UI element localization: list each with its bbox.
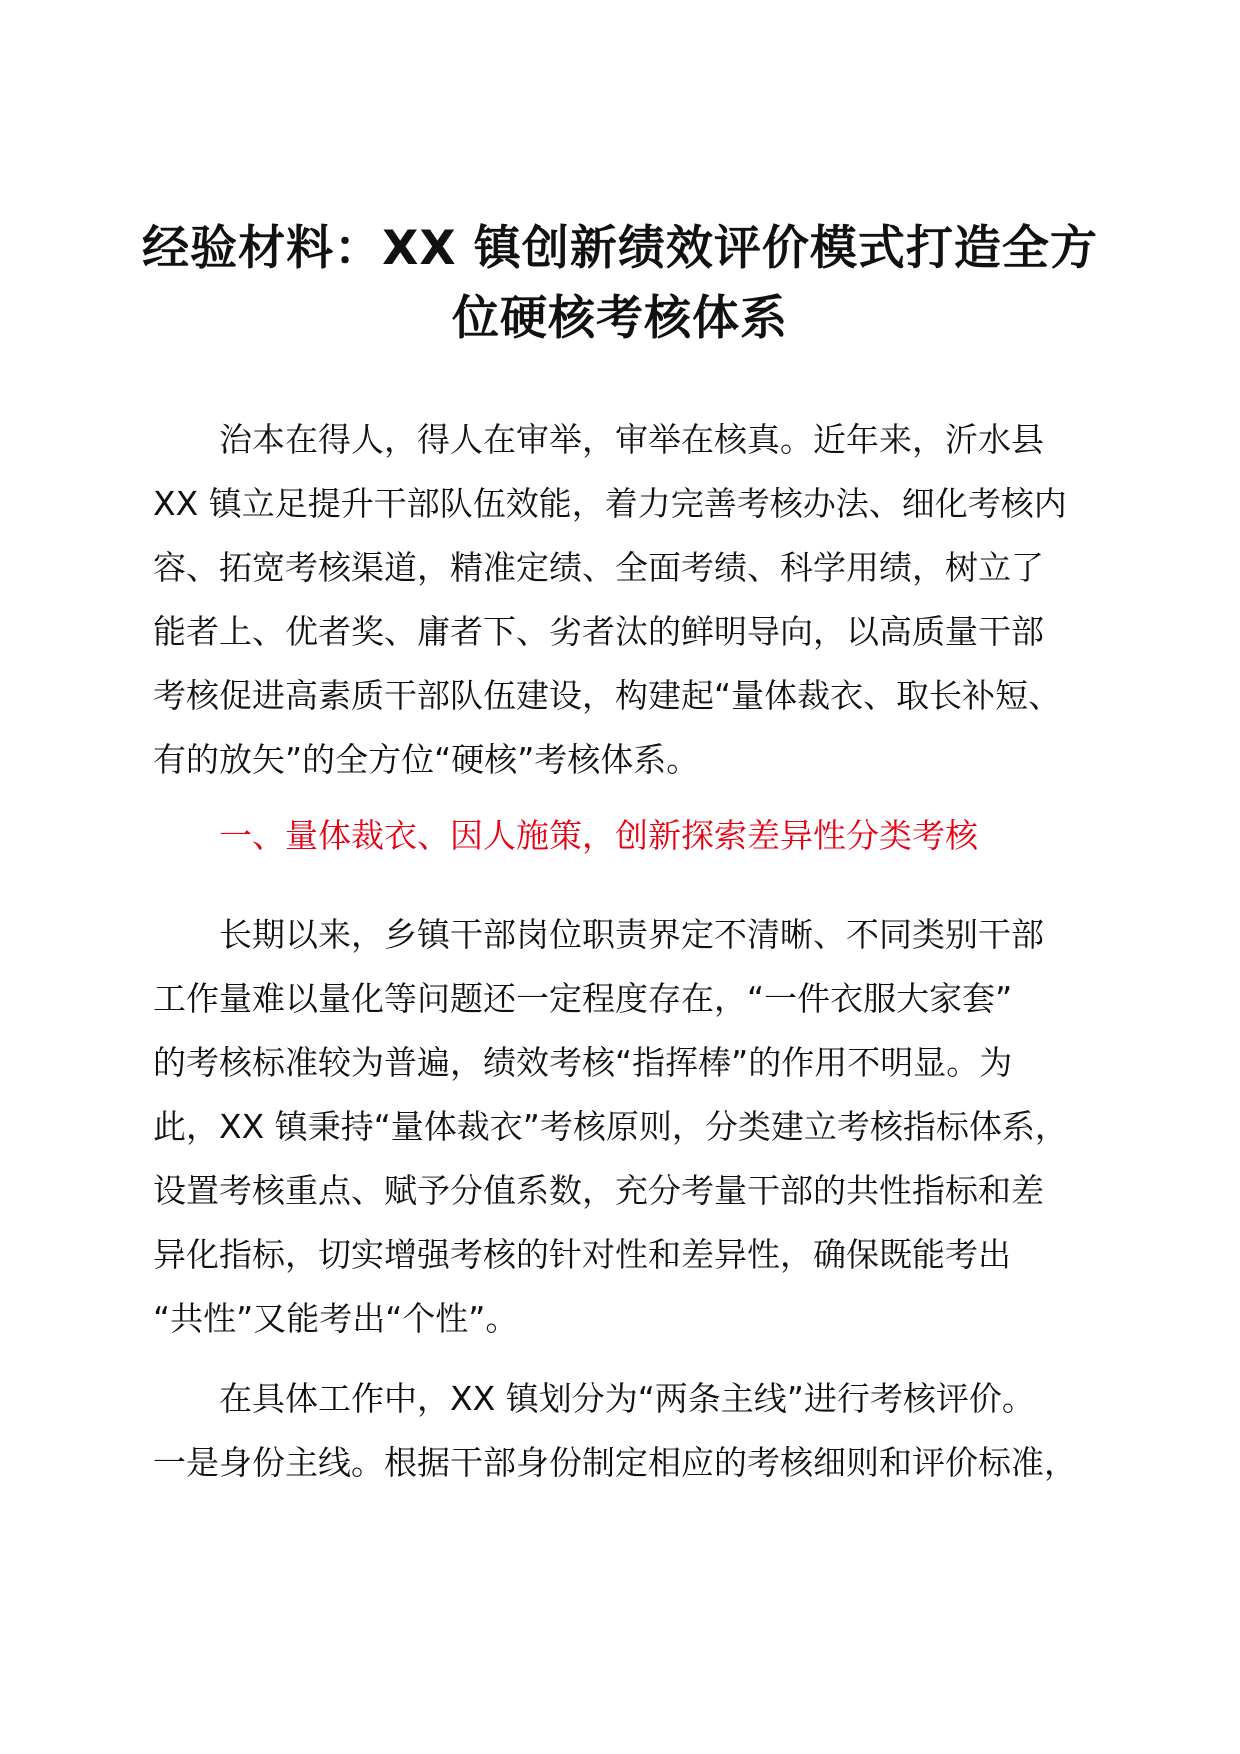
paragraph-line: 治本在得人，得人在审举，审举在核真。近年来，沂水县	[219, 420, 1044, 459]
paragraph-line: 设置考核重点、赋予分值系数，充分考量干部的共性指标和差	[153, 1171, 1044, 1210]
paragraph-line: 此，XX 镇秉持“量体裁衣”考核原则，分类建立考核指标体系，	[153, 1107, 1068, 1146]
paragraph-line: 一是身份主线。根据干部身份制定相应的考核细则和评价标准，	[153, 1443, 1077, 1482]
paragraph-line: 工作量难以量化等问题还一定程度存在，“一件衣服大家套”	[153, 979, 1013, 1018]
paragraph-line: XX 镇立足提升干部队伍效能，着力完善考核办法、细化考核内	[153, 484, 1067, 523]
section1-paragraph-2	[153, 1367, 1133, 1495]
document-title-line-1: 经验材料：XX 镇创新绩效评价模式打造全方	[142, 221, 1098, 276]
section1-paragraph-1	[153, 903, 1133, 1351]
document-title-line-2: 位硬核考核体系	[452, 291, 788, 346]
paragraph-line: 异化指标，切实增强考核的针对性和差异性，确保既能考出	[153, 1235, 1011, 1274]
section-heading-1: 一、量体裁衣、因人施策，创新探索差异性分类考核	[219, 816, 978, 855]
paragraph-line: 的考核标准较为普遍，绩效考核“指挥棒”的作用不明显。为	[153, 1043, 1013, 1082]
paragraph-line: “共性”又能考出“个性”。	[153, 1299, 519, 1338]
intro-paragraph	[153, 408, 1133, 792]
paragraph-line: 有的放矢”的全方位“硬核”考核体系。	[153, 740, 700, 779]
paragraph-line: 容、拓宽考核渠道，精准定绩、全面考绩、科学用绩，树立了	[153, 548, 1044, 587]
paragraph-line: 长期以来，乡镇干部岗位职责界定不清晰、不同类别干部	[219, 915, 1044, 954]
paragraph-line: 在具体工作中，XX 镇划分为“两条主线”进行考核评价。	[219, 1379, 1035, 1418]
paragraph-line: 能者上、优者奖、庸者下、劣者汰的鲜明导向，以高质量干部	[153, 612, 1044, 651]
paragraph-line: 考核促进高素质干部队伍建设，构建起“量体裁衣、取长补短、	[153, 676, 1062, 715]
